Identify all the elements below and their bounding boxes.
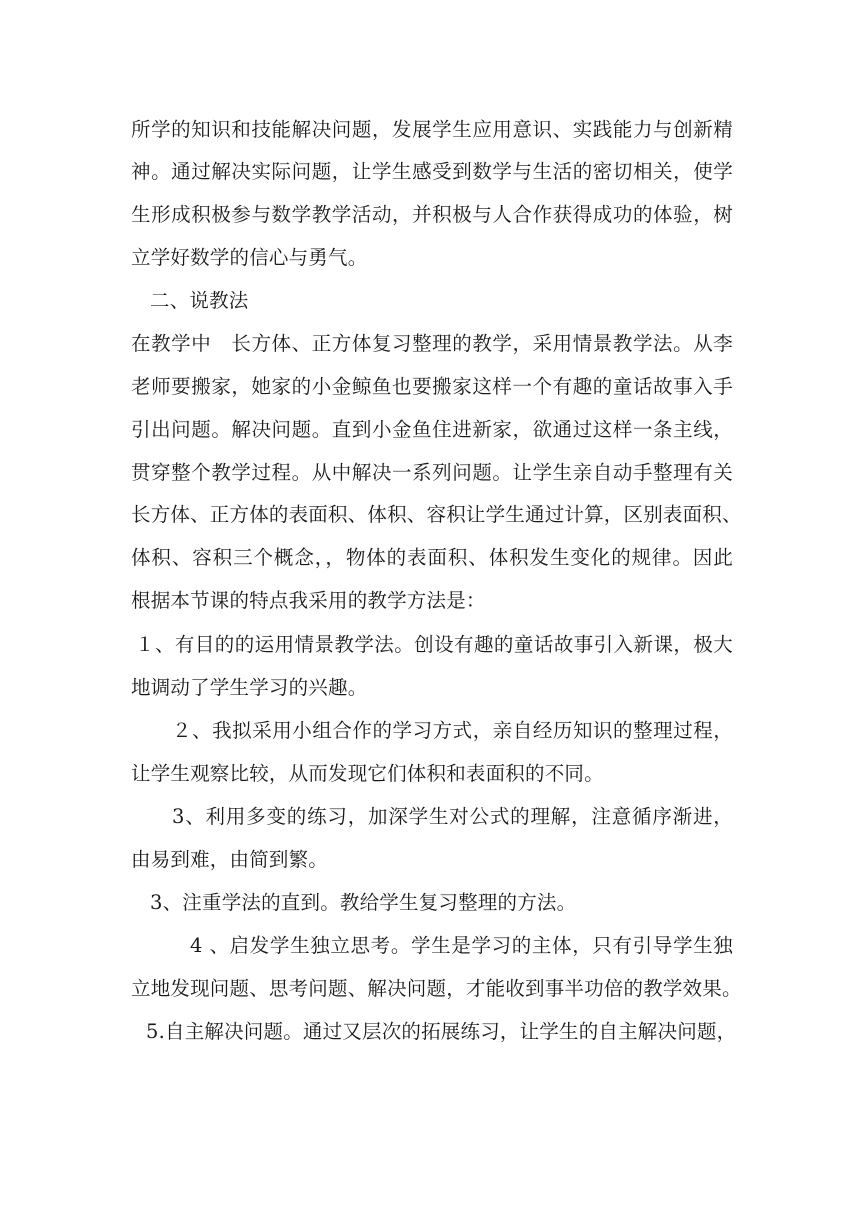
paragraph-line: 体积、容积三个概念，，物体的表面积、体积发生变化的规律。因此 xyxy=(131,546,733,569)
paragraph-line: 根据本节课的特点我采用的教学方法是： xyxy=(131,589,486,612)
paragraph-line: 所学的知识和技能解决问题，发展学生应用意识、实践能力与创新精 xyxy=(131,118,733,141)
list-item-4: 4 、启发学生独立思考。学生是学习的主体，只有引导学生独 xyxy=(190,934,733,957)
list-item-2: ２、我拟采用小组合作的学习方式，亲自经历知识的整理过程， xyxy=(172,719,733,742)
paragraph-line: 贯穿整个教学过程。从中解决一系列问题。让学生亲自动手整理有关 xyxy=(131,461,733,484)
list-item-3b: 3、注重学法的直到。教给学生复习整理的方法。 xyxy=(150,891,577,914)
paragraph-line: 由易到难，由简到繁。 xyxy=(131,848,329,871)
section-heading: 二、说教法 xyxy=(150,289,249,312)
paragraph-line: 在教学中 长方体、正方体复习整理的教学，采用情景教学法。从李 xyxy=(131,332,733,355)
paragraph-line: 让学生观察比较，从而发现它们体积和表面积的不同。 xyxy=(131,762,604,785)
paragraph-line: 生形成积极参与数学教学活动，并积极与人合作获得成功的体验，树 xyxy=(131,203,733,226)
paragraph-line: 地调动了学生学习的兴趣。 xyxy=(131,676,368,699)
list-item-5: 5.自主解决问题。通过又层次的拓展练习，让学生的自主解决问题， xyxy=(146,1020,737,1043)
paragraph-line: 引出问题。解决问题。直到小金鱼住进新家，欲通过这样一条主线， xyxy=(131,418,733,441)
paragraph-line: 神。通过解决实际问题，让学生感受到数学与生活的密切相关，使学 xyxy=(131,160,733,183)
paragraph-line: 长方体、正方体的表面积、体积、容积让学生通过计算，区别表面积、 xyxy=(131,503,742,526)
paragraph-line: 立地发现问题、思考问题、解决问题，才能收到事半功倍的教学效果。 xyxy=(131,977,742,1000)
paragraph-line: 立学好数学的信心与勇气。 xyxy=(131,246,368,269)
list-item-3: 3、利用多变的练习，加深学生对公式的理解，注意循序渐进， xyxy=(172,805,733,828)
list-item-1: １、有目的的运用情景教学法。创设有趣的童话故事引入新课，极大 xyxy=(135,633,733,656)
paragraph-line: 老师要搬家，她家的小金鲸鱼也要搬家这样一个有趣的童话故事入手 xyxy=(131,375,733,398)
